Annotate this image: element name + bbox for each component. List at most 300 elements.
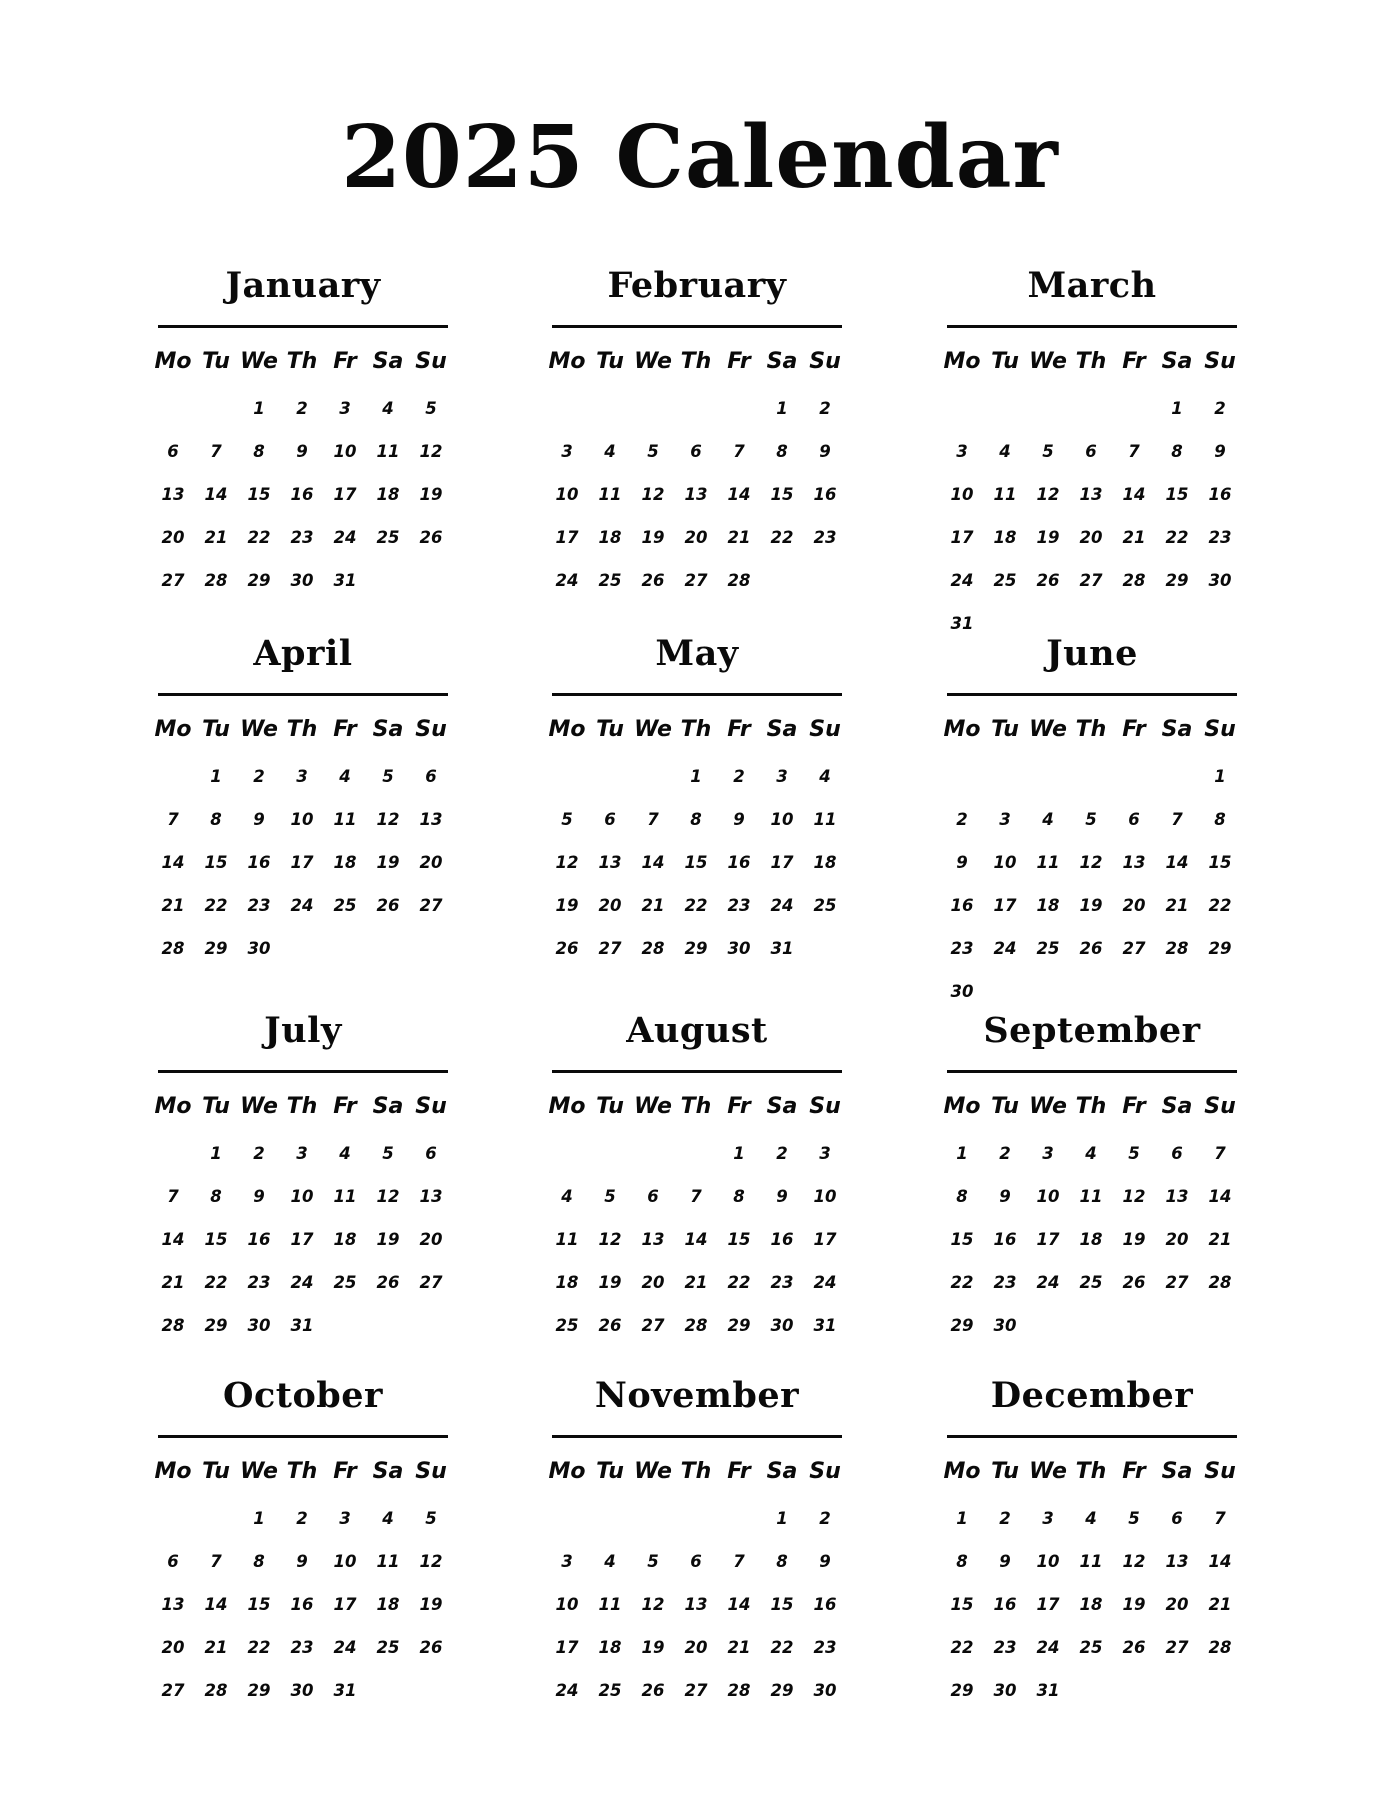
- day-cell: 25: [376, 1638, 400, 1657]
- day-cell: 19: [1079, 896, 1103, 915]
- day-cell: 1: [733, 1144, 745, 1163]
- day-cell: 22: [1165, 528, 1189, 547]
- weekday-header: [156, 710, 448, 750]
- day-cell: 9: [999, 1552, 1011, 1571]
- day-cell: 18: [598, 528, 622, 547]
- day-cell: 2: [819, 399, 831, 418]
- day-cell: 4: [561, 1187, 573, 1206]
- day-grid: [945, 387, 1237, 645]
- day-cell: 29: [247, 571, 271, 590]
- day-cell: 24: [1036, 1273, 1060, 1292]
- day-cell: 28: [161, 1316, 185, 1335]
- day-cell: 26: [641, 1681, 665, 1700]
- month-name: February: [607, 265, 787, 306]
- day-cell: 18: [376, 485, 400, 504]
- day-cell: 10: [555, 1595, 579, 1614]
- weekday-header: [945, 1087, 1237, 1127]
- day-cell: 15: [204, 853, 228, 872]
- month-name: August: [626, 1010, 768, 1051]
- day-cell: 23: [247, 896, 271, 915]
- weekday-label: Th: [286, 349, 318, 374]
- day-cell: 28: [727, 1681, 751, 1700]
- day-cell: 9: [296, 442, 308, 461]
- weekday-label: Su: [809, 1094, 841, 1119]
- weekday-label: Mo: [548, 1459, 586, 1484]
- day-cell: 17: [813, 1230, 837, 1249]
- weekday-label: Tu: [991, 717, 1019, 742]
- weekday-label: Fr: [333, 717, 357, 742]
- weekday-label: Sa: [766, 1459, 798, 1484]
- day-cell: 15: [1165, 485, 1189, 504]
- month-november: [548, 1372, 842, 1712]
- day-cell: 14: [727, 485, 751, 504]
- day-cell: 26: [641, 571, 665, 590]
- weekday-label: We: [1029, 1094, 1067, 1119]
- month-august: [548, 1007, 842, 1347]
- day-cell: 20: [419, 853, 443, 872]
- day-cell: 17: [290, 1230, 314, 1249]
- day-cell: 28: [204, 1681, 228, 1700]
- day-cell: 1: [1214, 767, 1226, 786]
- day-cell: 16: [770, 1230, 794, 1249]
- day-cell: 12: [598, 1230, 622, 1249]
- day-cell: 2: [999, 1144, 1011, 1163]
- weekday-label: Sa: [372, 717, 404, 742]
- month-september: [943, 1007, 1237, 1347]
- day-cell: 21: [204, 528, 228, 547]
- day-cell: 23: [290, 1638, 314, 1657]
- weekday-label: We: [240, 717, 278, 742]
- month-divider: [947, 693, 1237, 696]
- day-cell: 31: [333, 1681, 357, 1700]
- day-cell: 22: [727, 1273, 751, 1292]
- day-cell: 30: [247, 1316, 271, 1335]
- day-cell: 11: [333, 1187, 357, 1206]
- day-cell: 23: [950, 939, 974, 958]
- day-cell: 7: [210, 442, 222, 461]
- day-cell: 1: [776, 1509, 788, 1528]
- day-cell: 29: [247, 1681, 271, 1700]
- day-cell: 12: [1079, 853, 1103, 872]
- weekday-label: Mo: [548, 1094, 586, 1119]
- day-cell: 29: [727, 1316, 751, 1335]
- weekday-label: Mo: [154, 1094, 192, 1119]
- day-cell: 16: [247, 853, 271, 872]
- weekday-label: We: [634, 1459, 672, 1484]
- month-divider: [158, 1070, 448, 1073]
- day-cell: 24: [813, 1273, 837, 1292]
- day-cell: 26: [598, 1316, 622, 1335]
- day-cell: 18: [1079, 1595, 1103, 1614]
- day-cell: 25: [555, 1316, 579, 1335]
- day-cell: 27: [419, 1273, 443, 1292]
- day-cell: 28: [1122, 571, 1146, 590]
- day-cell: 17: [333, 485, 357, 504]
- day-cell: 6: [425, 767, 437, 786]
- day-cell: 17: [770, 853, 794, 872]
- day-cell: 15: [727, 1230, 751, 1249]
- day-cell: 4: [382, 1509, 394, 1528]
- day-cell: 9: [253, 1187, 265, 1206]
- weekday-label: Fr: [333, 1459, 357, 1484]
- day-cell: 29: [770, 1681, 794, 1700]
- day-cell: 3: [999, 810, 1011, 829]
- day-cell: 4: [1085, 1509, 1097, 1528]
- month-divider: [552, 1435, 842, 1438]
- day-cell: 24: [290, 896, 314, 915]
- day-cell: 17: [1036, 1230, 1060, 1249]
- day-cell: 18: [598, 1638, 622, 1657]
- day-cell: 13: [1079, 485, 1103, 504]
- day-cell: 9: [776, 1187, 788, 1206]
- day-cell: 22: [204, 896, 228, 915]
- month-name: May: [655, 633, 739, 674]
- day-cell: 4: [604, 442, 616, 461]
- day-cell: 24: [993, 939, 1017, 958]
- day-cell: 16: [290, 485, 314, 504]
- day-cell: 9: [296, 1552, 308, 1571]
- day-cell: 27: [684, 1681, 708, 1700]
- day-cell: 4: [1042, 810, 1054, 829]
- month-name: December: [990, 1375, 1194, 1416]
- weekday-label: Tu: [596, 349, 624, 374]
- day-cell: 18: [333, 853, 357, 872]
- day-cell: 20: [684, 528, 708, 547]
- weekday-label: Tu: [202, 717, 230, 742]
- day-cell: 5: [647, 1552, 659, 1571]
- day-cell: 23: [813, 528, 837, 547]
- day-cell: 18: [1036, 896, 1060, 915]
- weekday-label: Su: [809, 1459, 841, 1484]
- day-cell: 18: [555, 1273, 579, 1292]
- day-cell: 3: [561, 1552, 573, 1571]
- day-cell: 15: [204, 1230, 228, 1249]
- day-cell: 2: [253, 1144, 265, 1163]
- weekday-label: Th: [286, 717, 318, 742]
- day-cell: 2: [819, 1509, 831, 1528]
- day-cell: 17: [290, 853, 314, 872]
- day-cell: 27: [1165, 1638, 1189, 1657]
- weekday-label: Sa: [1161, 1094, 1193, 1119]
- day-cell: 30: [247, 939, 271, 958]
- day-cell: 18: [993, 528, 1017, 547]
- weekday-label: Th: [680, 1459, 712, 1484]
- weekday-label: Mo: [943, 349, 981, 374]
- day-cell: 25: [1036, 939, 1060, 958]
- weekday-label: Fr: [1122, 1459, 1146, 1484]
- day-cell: 30: [727, 939, 751, 958]
- day-cell: 30: [950, 982, 974, 1001]
- weekday-label: Mo: [548, 349, 586, 374]
- weekday-header: [550, 1087, 842, 1127]
- day-cell: 8: [253, 1552, 265, 1571]
- day-cell: 14: [1122, 485, 1146, 504]
- day-cell: 14: [727, 1595, 751, 1614]
- day-cell: 13: [161, 485, 185, 504]
- day-cell: 26: [376, 1273, 400, 1292]
- weekday-label: Su: [415, 1094, 447, 1119]
- weekday-label: Sa: [766, 349, 798, 374]
- weekday-label: Tu: [202, 349, 230, 374]
- day-cell: 14: [204, 485, 228, 504]
- day-cell: 20: [161, 528, 185, 547]
- day-grid: [156, 1497, 448, 1712]
- weekday-label: Fr: [1122, 1094, 1146, 1119]
- day-cell: 26: [419, 528, 443, 547]
- day-cell: 7: [210, 1552, 222, 1571]
- weekday-label: Th: [286, 1094, 318, 1119]
- day-cell: 16: [993, 1595, 1017, 1614]
- day-cell: 6: [1171, 1144, 1183, 1163]
- day-cell: 16: [813, 1595, 837, 1614]
- weekday-label: Th: [680, 1094, 712, 1119]
- day-cell: 28: [727, 571, 751, 590]
- day-cell: 4: [339, 1144, 351, 1163]
- day-cell: 17: [1036, 1595, 1060, 1614]
- day-cell: 16: [247, 1230, 271, 1249]
- day-cell: 30: [813, 1681, 837, 1700]
- weekday-label: Th: [1075, 717, 1107, 742]
- day-cell: 30: [993, 1316, 1017, 1335]
- day-cell: 8: [210, 810, 222, 829]
- day-cell: 29: [950, 1681, 974, 1700]
- weekday-label: Mo: [943, 1094, 981, 1119]
- weekday-label: We: [634, 1094, 672, 1119]
- day-cell: 15: [684, 853, 708, 872]
- day-cell: 8: [1171, 442, 1183, 461]
- day-cell: 20: [1079, 528, 1103, 547]
- month-divider: [947, 1070, 1237, 1073]
- day-cell: 27: [641, 1316, 665, 1335]
- day-cell: 10: [950, 485, 974, 504]
- day-cell: 12: [376, 1187, 400, 1206]
- weekday-label: Su: [1204, 717, 1236, 742]
- day-cell: 6: [690, 442, 702, 461]
- day-cell: 24: [333, 1638, 357, 1657]
- day-cell: 2: [999, 1509, 1011, 1528]
- weekday-label: Sa: [372, 1459, 404, 1484]
- weekday-label: Mo: [943, 1459, 981, 1484]
- day-cell: 6: [167, 442, 179, 461]
- day-cell: 22: [770, 528, 794, 547]
- day-cell: 9: [956, 853, 968, 872]
- day-cell: 3: [819, 1144, 831, 1163]
- weekday-label: Fr: [727, 1094, 751, 1119]
- day-cell: 5: [382, 767, 394, 786]
- day-cell: 25: [376, 528, 400, 547]
- day-cell: 3: [339, 399, 351, 418]
- day-cell: 31: [1036, 1681, 1060, 1700]
- day-cell: 5: [647, 442, 659, 461]
- day-cell: 9: [999, 1187, 1011, 1206]
- weekday-header: [550, 342, 842, 382]
- day-cell: 17: [993, 896, 1017, 915]
- day-cell: 17: [555, 1638, 579, 1657]
- month-name: November: [594, 1375, 800, 1416]
- month-name: September: [983, 1010, 1201, 1051]
- weekday-label: Th: [286, 1459, 318, 1484]
- day-cell: 23: [1208, 528, 1232, 547]
- day-cell: 1: [956, 1509, 968, 1528]
- day-cell: 21: [161, 896, 185, 915]
- weekday-header: [156, 1087, 448, 1127]
- day-cell: 12: [419, 442, 443, 461]
- weekday-label: Fr: [333, 1094, 357, 1119]
- day-cell: 2: [296, 399, 308, 418]
- day-cell: 27: [419, 896, 443, 915]
- weekday-label: Tu: [991, 349, 1019, 374]
- day-cell: 2: [253, 767, 265, 786]
- day-cell: 21: [684, 1273, 708, 1292]
- day-cell: 19: [419, 1595, 443, 1614]
- day-cell: 25: [333, 896, 357, 915]
- day-cell: 30: [290, 1681, 314, 1700]
- day-cell: 6: [690, 1552, 702, 1571]
- day-cell: 23: [813, 1638, 837, 1657]
- day-cell: 1: [210, 767, 222, 786]
- month-december: [943, 1372, 1237, 1712]
- weekday-label: Su: [1204, 349, 1236, 374]
- day-cell: 3: [956, 442, 968, 461]
- month-divider: [552, 693, 842, 696]
- day-cell: 18: [813, 853, 837, 872]
- day-cell: 20: [1122, 896, 1146, 915]
- day-grid: [156, 1132, 448, 1347]
- month-divider: [947, 325, 1237, 328]
- day-cell: 8: [253, 442, 265, 461]
- day-cell: 21: [204, 1638, 228, 1657]
- day-cell: 29: [684, 939, 708, 958]
- day-cell: 27: [598, 939, 622, 958]
- day-cell: 22: [770, 1638, 794, 1657]
- weekday-label: Tu: [202, 1094, 230, 1119]
- day-cell: 11: [333, 810, 357, 829]
- day-cell: 28: [641, 939, 665, 958]
- day-cell: 16: [1208, 485, 1232, 504]
- day-cell: 11: [993, 485, 1017, 504]
- day-cell: 6: [647, 1187, 659, 1206]
- day-cell: 24: [1036, 1638, 1060, 1657]
- weekday-label: Mo: [154, 717, 192, 742]
- day-cell: 20: [598, 896, 622, 915]
- day-cell: 14: [641, 853, 665, 872]
- day-cell: 3: [1042, 1144, 1054, 1163]
- day-cell: 12: [1122, 1552, 1146, 1571]
- day-cell: 21: [1208, 1595, 1232, 1614]
- day-cell: 3: [561, 442, 573, 461]
- day-cell: 18: [1079, 1230, 1103, 1249]
- weekday-label: Th: [1075, 1094, 1107, 1119]
- day-cell: 2: [296, 1509, 308, 1528]
- month-divider: [552, 325, 842, 328]
- day-cell: 23: [993, 1638, 1017, 1657]
- weekday-label: Mo: [548, 717, 586, 742]
- day-cell: 3: [339, 1509, 351, 1528]
- day-cell: 19: [641, 528, 665, 547]
- day-cell: 31: [770, 939, 794, 958]
- day-cell: 21: [641, 896, 665, 915]
- day-cell: 10: [555, 485, 579, 504]
- day-cell: 5: [1042, 442, 1054, 461]
- day-cell: 22: [247, 528, 271, 547]
- day-cell: 23: [993, 1273, 1017, 1292]
- day-cell: 5: [1128, 1144, 1140, 1163]
- weekday-label: Su: [415, 717, 447, 742]
- day-cell: 2: [956, 810, 968, 829]
- day-cell: 15: [950, 1230, 974, 1249]
- weekday-label: Tu: [596, 717, 624, 742]
- day-cell: 2: [776, 1144, 788, 1163]
- day-cell: 9: [733, 810, 745, 829]
- day-cell: 24: [950, 571, 974, 590]
- weekday-label: Su: [415, 1459, 447, 1484]
- day-cell: 17: [555, 528, 579, 547]
- day-cell: 24: [555, 1681, 579, 1700]
- day-cell: 4: [604, 1552, 616, 1571]
- day-cell: 13: [1122, 853, 1146, 872]
- day-cell: 1: [210, 1144, 222, 1163]
- day-cell: 31: [290, 1316, 314, 1335]
- day-cell: 12: [641, 485, 665, 504]
- day-cell: 13: [684, 1595, 708, 1614]
- day-cell: 15: [247, 1595, 271, 1614]
- day-cell: 15: [770, 1595, 794, 1614]
- day-cell: 23: [727, 896, 751, 915]
- day-cell: 19: [419, 485, 443, 504]
- day-cell: 15: [247, 485, 271, 504]
- day-cell: 16: [813, 485, 837, 504]
- month-name: April: [253, 633, 353, 674]
- day-cell: 7: [690, 1187, 702, 1206]
- day-cell: 19: [1036, 528, 1060, 547]
- day-grid: [945, 755, 1237, 1013]
- day-cell: 4: [1085, 1144, 1097, 1163]
- day-cell: 19: [1122, 1230, 1146, 1249]
- month-january: [154, 262, 448, 602]
- month-divider: [158, 325, 448, 328]
- day-cell: 5: [382, 1144, 394, 1163]
- day-cell: 26: [1036, 571, 1060, 590]
- day-cell: 10: [290, 810, 314, 829]
- day-cell: 22: [247, 1638, 271, 1657]
- day-cell: 6: [1171, 1509, 1183, 1528]
- weekday-label: Sa: [766, 1094, 798, 1119]
- page-title: 2025 Calendar: [341, 107, 1059, 208]
- day-cell: 28: [1208, 1638, 1232, 1657]
- weekday-label: Sa: [372, 349, 404, 374]
- day-cell: 14: [1208, 1187, 1232, 1206]
- day-cell: 27: [161, 571, 185, 590]
- day-cell: 9: [1214, 442, 1226, 461]
- day-cell: 18: [333, 1230, 357, 1249]
- day-cell: 28: [1208, 1273, 1232, 1292]
- day-cell: 20: [1165, 1595, 1189, 1614]
- day-cell: 10: [1036, 1187, 1060, 1206]
- weekday-label: Sa: [1161, 717, 1193, 742]
- day-cell: 7: [167, 1187, 179, 1206]
- day-cell: 14: [1208, 1552, 1232, 1571]
- weekday-label: Su: [1204, 1094, 1236, 1119]
- month-july: [154, 1007, 448, 1347]
- weekday-label: Tu: [991, 1459, 1019, 1484]
- day-cell: 1: [956, 1144, 968, 1163]
- day-cell: 21: [1208, 1230, 1232, 1249]
- day-cell: 27: [1079, 571, 1103, 590]
- day-cell: 16: [290, 1595, 314, 1614]
- day-cell: 10: [290, 1187, 314, 1206]
- weekday-label: Fr: [1122, 717, 1146, 742]
- day-cell: 11: [1079, 1187, 1103, 1206]
